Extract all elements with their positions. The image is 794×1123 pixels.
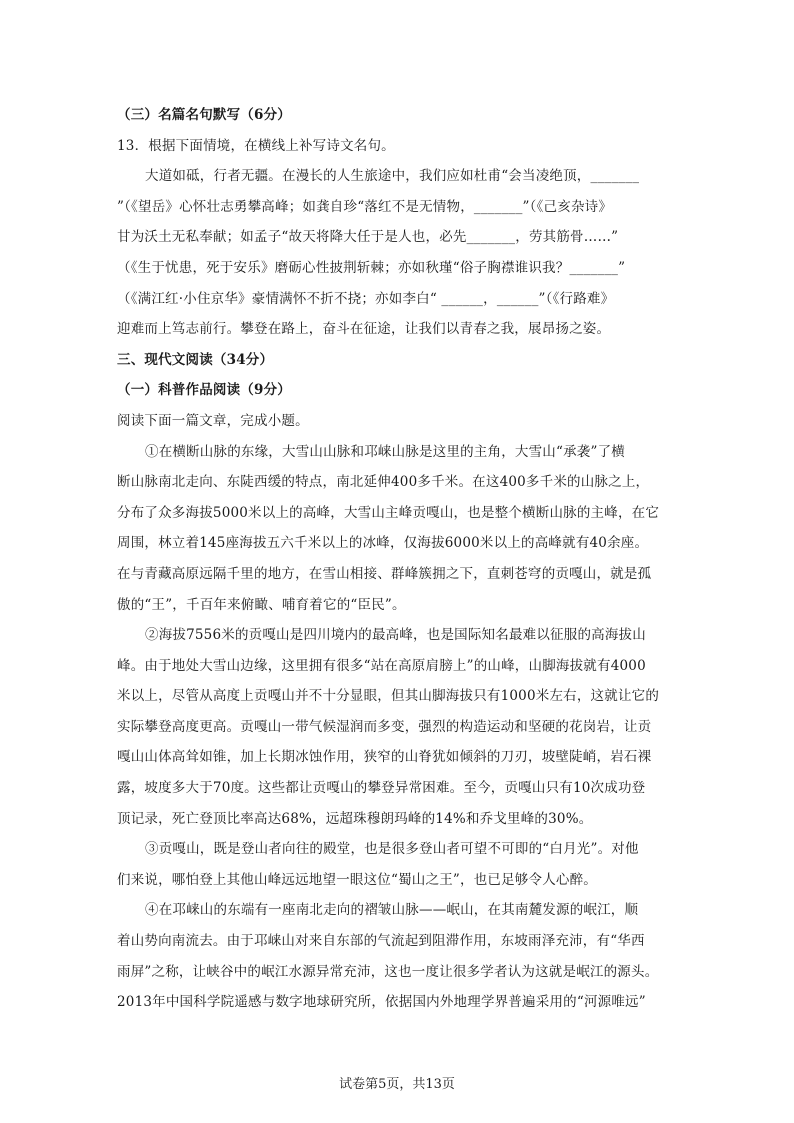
passage-line: 峰。由于地处大雪山边缘，这里拥有很多“站在高原肩膀上”的山峰，山脚海拔就有4000 <box>117 657 646 674</box>
passage-line: 顶记录，死亡登顶比率高达68%，远超珠穆朗玛峰的14%和乔戈里峰的30%。 <box>117 810 593 827</box>
passage-line: 2013年中国科学院遥感与数字地球研究所，依据国内外地理学界普遍采用的“河源唯远” <box>117 994 646 1011</box>
passage-line: 实际攀登高度更高。贡嘎山一带气候湿润而多变，强烈的构造运动和坚硬的花岗岩，让贡 <box>117 718 652 735</box>
section-heading-recitation: （三）名篇名句默写（6分） <box>117 107 291 123</box>
question-13-line: 迎难而上笃志前行。攀登在路上，奋斗在征途，让我们以青春之我，展昂扬之姿。 <box>117 321 611 338</box>
passage-line: 雨屏”之称，让峡谷中的岷江水源异常充沛，这也一度让很多学者认为这就是岷江的源头。 <box>117 963 659 980</box>
passage-line: 周围，林立着145座海拔五六千米以上的冰峰，仅海拔6000米以上的高峰就有40余座。 <box>117 535 649 552</box>
section-heading-modern-reading: 三、现代文阅读（34分） <box>117 351 274 368</box>
question-13-line: （《生于忧患，死于安乐》磨砺心性披荆斩棘；亦如秋瑾“俗子胸襟谁识我？_______” <box>117 259 626 276</box>
question-13-line: 甘为沃土无私奉献；如孟子“故天将降大任于是人也，必先_______，劳其筋骨……” <box>117 229 619 246</box>
question-13-line: （《满江红·小住京华》豪情满怀不折不挠；亦如李白“ ______，______”（《行路难》 <box>117 290 615 307</box>
passage-line: 们来说，哪怕登上其他山峰远远地望一眼这位“蜀山之王”，也已足够令人心醉。 <box>117 871 598 888</box>
science-passage <box>117 437 677 1018</box>
passage-line: 嘎山山体高耸如锥，加上长期冰蚀作用，狭窄的山脊犹如倾斜的刀刃，坡壁陡峭，岩石裸 <box>117 749 652 766</box>
passage-line: 米以上，尽管从高度上贡嘎山并不十分显眼，但其山脚海拔只有1000米左右，这就让它的 <box>117 688 660 705</box>
passage-line: 着山势向南流去。由于邛崃山对来自东部的气流起到阻滞作用，东坡雨泽充沛，有“华西 <box>117 933 645 950</box>
passage-line: ②海拔7556米的贡嘎山是四川境内的最高峰，也是国际知名最难以征服的高海拔山 <box>145 627 646 644</box>
passage-line: 断山脉南北走向、东陡西缓的特点，南北延伸400多千米。在这400多千米的山脉之上， <box>117 474 650 491</box>
page-content <box>117 100 677 1018</box>
question-13-line: ”（《望岳》心怀壮志勇攀高峰；如龚自珍“落红不是无情物，_______”（《己亥杂诗》 <box>117 198 613 215</box>
passage-line: 露，坡度多大于70度。这些都让贡嘎山的攀登异常困难。至今，贡嘎山只有10次成功登 <box>117 780 646 797</box>
passage-line: 在与青藏高原远隔千里的地方，在雪山相接、群峰簇拥之下，直刺苍穹的贡嘎山，就是孤 <box>117 565 652 582</box>
question-13-line: 大道如砥，行者无疆。在漫长的人生旅途中，我们应如杜甫“会当凌绝顶，_______ <box>145 168 640 185</box>
passage-line: 傲的“王”，千百年来俯瞰、哺育着它的“臣民”。 <box>117 596 406 613</box>
question-13-prompt: 13．根据下面情境，在横线上补写诗文名句。 <box>117 137 395 154</box>
page-footer: 试卷第5页，共13页 <box>339 1077 455 1092</box>
question-13-passage <box>117 161 677 345</box>
passage-line: 分布了众多海拔5000米以上的高峰，大雪山主峰贡嘎山，也是整个横断山脉的主峰，在它 <box>117 504 660 521</box>
passage-line: ①在横断山脉的东缘，大雪山山脉和邛崃山脉是这里的主角，大雪山“承袭”了横 <box>145 443 626 460</box>
passage-line: ④在邛崃山的东端有一座南北走向的褶皱山脉——岷山，在其南麓发源的岷江，顺 <box>145 902 639 919</box>
reading-instruction: 阅读下面一篇文章，完成小题。 <box>117 412 309 429</box>
subsection-heading-science: （一）科普作品阅读（9分） <box>117 382 291 399</box>
passage-line: ③贡嘎山，既是登山者向往的殿堂，也是很多登山者可望不可即的“白月光”。对他 <box>145 841 639 858</box>
